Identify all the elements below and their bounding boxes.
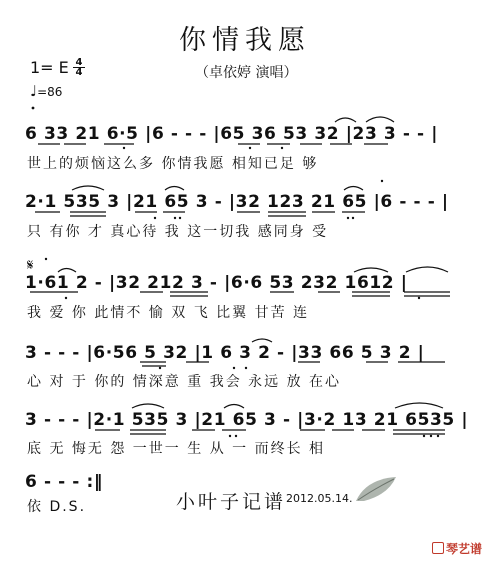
segno-sign: 𝄋	[27, 256, 34, 274]
music-line-6: 6 - - - :‖	[25, 472, 103, 492]
watermark-text: 琴艺谱	[446, 542, 483, 556]
site-watermark	[432, 540, 482, 557]
music-line-4: 3 - - - |6·56 5 32 |1 6 3 2 - |33 66 5 3 2 |	[25, 343, 425, 363]
lyric-line-2: 只 有你 才 真心待 我 这一切我 感同身 受	[27, 224, 329, 240]
time-signature-top: 4	[75, 57, 83, 68]
time-signature-bottom: 4	[75, 67, 83, 78]
leaf-icon	[352, 473, 400, 507]
lyric-line-4: 心 对 于 你的 情深意 重 我会 永远 放 在心	[27, 374, 342, 390]
tempo-value: =86	[37, 85, 63, 99]
lyric-line-1: 世上的烦恼这么多 你情我愿 相知已足 够	[27, 156, 319, 172]
lyric-line-6: 依 D.S.	[27, 499, 87, 515]
music-line-3: 1·61 2 - |32 212 3 - |6·6 53 232 1612 |	[25, 273, 408, 293]
song-title: 你情我愿	[179, 25, 311, 56]
lyric-line-5: 底 无 悔无 怨 一世一 生 从 一 而终长 相	[27, 441, 326, 457]
music-line-2: 2·1 535 3 |21 65 3 - |32 123 21 65 |6 - - - |	[25, 192, 449, 212]
singer-credit: （卓依婷 演唱）	[195, 65, 298, 81]
transcription-date: 2012.05.14.	[286, 492, 353, 505]
music-line-1: 6 33 21 6·5 |6 - - - |65 36 53 32 |23 3 - - |	[25, 124, 439, 144]
quarter-note-icon: ♩	[30, 82, 38, 100]
logo-icon	[432, 542, 444, 554]
key-signature: 1= E	[30, 58, 69, 77]
transcriber-credit: 小叶子记谱	[176, 491, 287, 513]
music-line-5: 3 - - - |2·1 535 3 |21 65 3 - |3·2 13 21 6535 |	[25, 410, 469, 430]
lyric-line-3: 我 爱 你 此情不 愉 双 飞 比翼 甘苦 连	[27, 305, 310, 321]
